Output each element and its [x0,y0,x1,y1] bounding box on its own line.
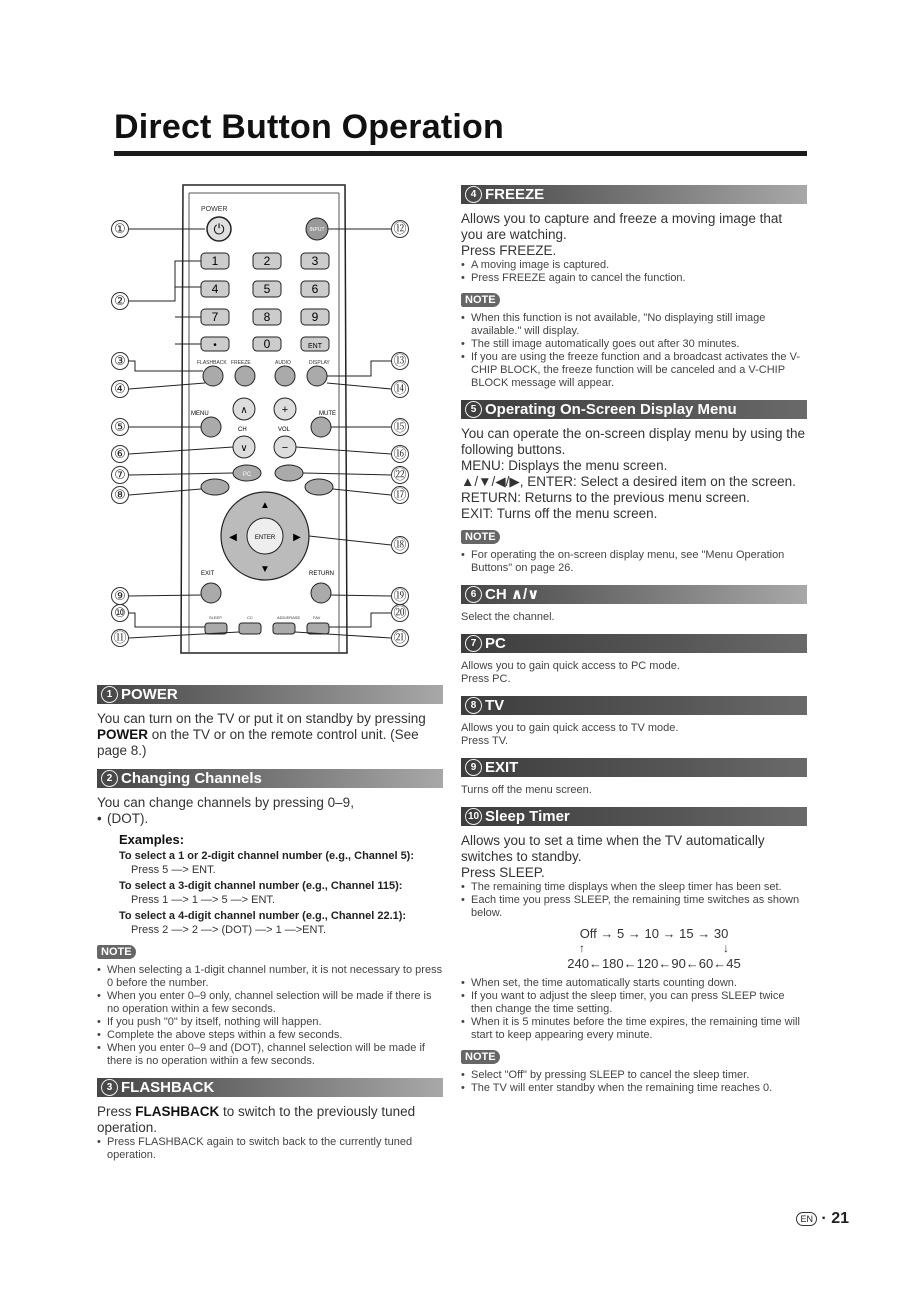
sleep-bullet: • Each time you press SLEEP, the remaining time switches as shown below. [461,894,807,920]
pc-press: Press PC. [461,673,511,685]
example-heading: To select a 4-digit channel number (e.g., Channel 22.1): [119,910,407,922]
key-label-7: 7 [211,310,219,324]
callout-3: ③ [111,352,129,370]
heading-text: Operating On-Screen Display Menu [485,401,737,418]
key-label-0: 0 [263,337,271,351]
callout-12: ⑫ [391,220,409,238]
osd-exit-line: EXIT: Turns off the menu screen. [461,506,658,521]
vol-down-icon: − [281,442,289,454]
sleep-bullet: • If you want to adjust the sleep timer, you can press SLEEP twice then change the time setting. [461,990,807,1016]
label-freeze: FREEZE [231,360,251,366]
section-number: 6 [465,586,482,603]
heading-text: PC [485,635,506,652]
key-label-2: 2 [263,254,271,268]
section-heading [461,585,807,604]
adderase-button [273,623,295,634]
sleep-cycle-top: Off → 5 → 10 → 15 → 30 [579,926,729,941]
callout-8: ⑧ [111,486,129,504]
callout-13: ⑬ [391,352,409,370]
note-item: • If you push "0" by itself, nothing will happen. [97,1016,443,1029]
left-column [97,685,443,1172]
exit-button [201,583,221,603]
callout-17: ⑰ [391,486,409,504]
key-label-3: 3 [311,254,319,268]
remote-svg [105,183,415,663]
power-body: You can turn on the TV or put it on standby by pressing POWER on the TV or on the remote control unit. (See page 8.) [97,711,426,758]
section-number: 7 [465,635,482,652]
callout-14: ⑭ [391,380,409,398]
flashback-body: Press FLASHBACK to switch to the previously tuned operation. [97,1104,416,1135]
freeze-bullet: • A moving image is captured. [461,259,807,272]
callout-21: ㉑ [391,629,409,647]
exit-label: EXIT [201,571,215,577]
section-number: 3 [101,1079,118,1096]
sleep-cycle-arrows [579,941,729,956]
heading-text: FLASHBACK [121,1079,215,1096]
note-item: • The TV will enter standby when the remaining time reaches 0. [461,1082,807,1095]
label-fav: FAV [313,615,321,620]
example-step: Press 5 —> ENT. [131,864,216,876]
note-item: • When this function is not available, "No displaying still image available." will display. [461,312,807,338]
label-audio: AUDIO [275,360,291,366]
example-step: Press 1 —> 1 —> 5 —> ENT. [131,894,275,906]
page-title: Direct Button Operation [114,108,504,146]
section-number: 9 [465,759,482,776]
callout-1: ① [111,220,129,238]
examples-title: Examples: [119,832,185,847]
heading-text: CH ∧/∨ [485,586,540,603]
audio-button [275,366,295,386]
note-badge: NOTE [97,945,136,959]
sleep-cycle-diagram [501,926,807,971]
menu-button [201,417,221,437]
key-label-ent: ENT [308,343,322,350]
section-heading [461,807,807,826]
section-changing-channels [97,769,443,1068]
tv-body: Allows you to gain quick access to TV mode. [461,722,679,734]
down-arrow-icon: ▼ [260,564,270,575]
remote-power-label: POWER [201,206,228,213]
vol-up-icon: + [281,404,289,416]
label-flashback: FLASHBACK [197,360,227,366]
right-column [461,185,807,1105]
sleep-bullet: • When set, the time automatically starts counting down. [461,977,807,990]
section-freeze [461,185,807,390]
callout-20: ⑳ [391,604,409,622]
sleep-bullet: • The remaining time displays when the sleep timer has been set. [461,881,807,894]
example-step: Press 2 —> 2 —> (DOT) —> 1 —>ENT. [131,924,326,936]
key-label-8: 8 [263,310,271,324]
section-number: 8 [465,697,482,714]
callout-19: ⑲ [391,587,409,605]
sleep-press: Press SLEEP. [461,865,545,880]
freeze-body: Allows you to capture and freeze a moving image that you are watching. [461,211,783,242]
section-pc [461,634,807,686]
section-power [97,685,443,759]
menu-label: MENU [191,411,209,417]
callout-15: ⑮ [391,418,409,436]
note-item: • The still image automatically goes out after 30 minutes. [461,338,807,351]
callout-16: ⑯ [391,445,409,463]
section-number: 2 [101,770,118,787]
cc-button [239,623,261,634]
sleep-cycle-bottom: 240←180←120←90←60←45 [567,956,741,971]
return-button [311,583,331,603]
freeze-bullet: • Press FREEZE again to cancel the function. [461,272,807,285]
up-arrow-icon: ↑ [579,941,585,955]
section-tv [461,696,807,748]
freeze-button [235,366,255,386]
heading-text: EXIT [485,759,519,776]
remote-illustration [105,183,415,663]
title-rule [114,151,807,156]
note-badge: NOTE [461,293,500,307]
note-item: • When selecting a 1-digit channel number, it is not necessary to press 0 before the number. [97,964,443,990]
callout-11: ⑪ [111,629,129,647]
key-label-9: 9 [311,310,319,324]
section-sleep-timer [461,807,807,1095]
section-heading [461,634,807,653]
callout-2: ② [111,292,129,310]
key-label-1: 1 [211,254,219,268]
heading-text: TV [485,697,505,714]
up-arrow-icon: ▲ [260,500,270,511]
section-heading [461,758,807,777]
example-heading: To select a 3-digit channel number (e.g., Channel 115): [119,880,403,892]
section-exit [461,758,807,797]
language-badge: EN [796,1212,817,1226]
label-adderase: ADD/ERASE [277,615,301,620]
note-item: • When you enter 0–9 only, channel selection will be made if there is no operation within a few seconds. [97,990,443,1016]
section-ch [461,585,807,624]
note-item: • Complete the above steps within a few seconds. [97,1029,443,1042]
page-number: EN · 21 [796,1210,849,1228]
callout-7: ⑦ [111,466,129,484]
key-label-5: 5 [263,282,271,296]
section-heading [97,1078,443,1097]
note-badge: NOTE [461,530,500,544]
heading-text: Sleep Timer [485,808,570,825]
section-heading [461,185,807,204]
section-osd-menu [461,400,807,575]
osd-arrows-line: ▲/▼/◀/▶, ENTER: Select a desired item on the screen. [461,474,796,489]
label-display: DISPLAY [309,360,330,366]
osd-menu-line: MENU: Displays the menu screen. [461,458,668,473]
example-heading: To select a 1 or 2-digit channel number (e.g., Channel 5): [119,850,415,862]
heading-text: FREEZE [485,186,545,203]
exit-body: Turns off the menu screen. [461,784,592,796]
right-arrow-icon: ▶ [293,532,301,543]
pc-body: Allows you to gain quick access to PC mode. [461,660,680,672]
label-sleep: SLEEP [209,615,222,620]
callout-10: ⑩ [111,604,129,622]
callout-18: ⑱ [391,536,409,554]
heading-text: Changing Channels [121,770,262,787]
mute-label: MUTE [319,411,336,417]
callout-6: ⑥ [111,445,129,463]
left-arrow-icon: ◀ [229,532,237,543]
section-heading [461,696,807,715]
mute-button [311,417,331,437]
freeze-press: Press FREEZE. [461,243,557,258]
ch-body: Select the channel. [461,611,555,623]
ch-up-icon: ∧ [240,405,248,416]
sleep-bullet: • When it is 5 minutes before the time expires, the remaining time will start to keep appearing every minute. [461,1016,807,1042]
ch-label: CH [238,427,247,433]
display-button [307,366,327,386]
right-oval-button [305,479,333,495]
key-label-6: 6 [311,282,319,296]
callout-9: ⑨ [111,587,129,605]
ch-down-icon: ∨ [240,443,248,454]
note-badge: NOTE [461,1050,500,1064]
sleep-body: Allows you to set a time when the TV automatically switches to standby. [461,833,765,864]
callout-5: ⑤ [111,418,129,436]
power-icon: ⏻ [213,222,225,238]
callout-4: ④ [111,380,129,398]
section-heading [97,685,443,704]
down-arrow-icon: ↓ [723,941,729,955]
key-label-dot: • [213,340,217,351]
note-item: • Select "Off" by pressing SLEEP to cancel the sleep timer. [461,1069,807,1082]
examples-block [97,833,443,937]
page-number-value: 21 [831,1210,849,1227]
note-item: • For operating the on-screen display menu, see "Menu Operation Buttons" on page 26. [461,549,807,575]
section-number: 4 [465,186,482,203]
flashback-bullet: • Press FLASHBACK again to switch back to the currently tuned operation. [97,1136,443,1162]
osd-body: You can operate the on-screen display menu by using the following buttons. [461,426,805,457]
changing-bullet: • (DOT). [97,811,443,827]
enter-label: ENTER [254,535,276,541]
heading-text: POWER [121,686,178,703]
vol-label: VOL [278,427,291,433]
fav-button [307,623,329,634]
return-label: RETURN [309,571,334,577]
section-number: 10 [465,808,482,825]
tv-button [275,465,303,481]
changing-body: You can change channels by pressing 0–9, [97,795,354,810]
label-cc: CC [247,615,253,620]
left-oval-button [201,479,229,495]
tv-press: Press TV. [461,735,509,747]
pc-label: PC [242,472,252,478]
section-heading [461,400,807,419]
section-flashback [97,1078,443,1162]
note-item: • When you enter 0–9 and (DOT), channel selection will be made if there is no operation within a few seconds. [97,1042,443,1068]
section-heading [97,769,443,788]
remote-input-label: INPUT [309,227,325,233]
section-number: 5 [465,401,482,418]
callout-22: ㉒ [391,466,409,484]
note-item: • If you are using the freeze function and a broadcast activates the V-CHIP BLOCK, the freeze function will be canceled and a V-CHIP BLOCK message will appear. [461,351,807,390]
flashback-button [203,366,223,386]
osd-return-line: RETURN: Returns to the previous menu screen. [461,490,750,505]
section-number: 1 [101,686,118,703]
key-label-4: 4 [211,282,219,296]
